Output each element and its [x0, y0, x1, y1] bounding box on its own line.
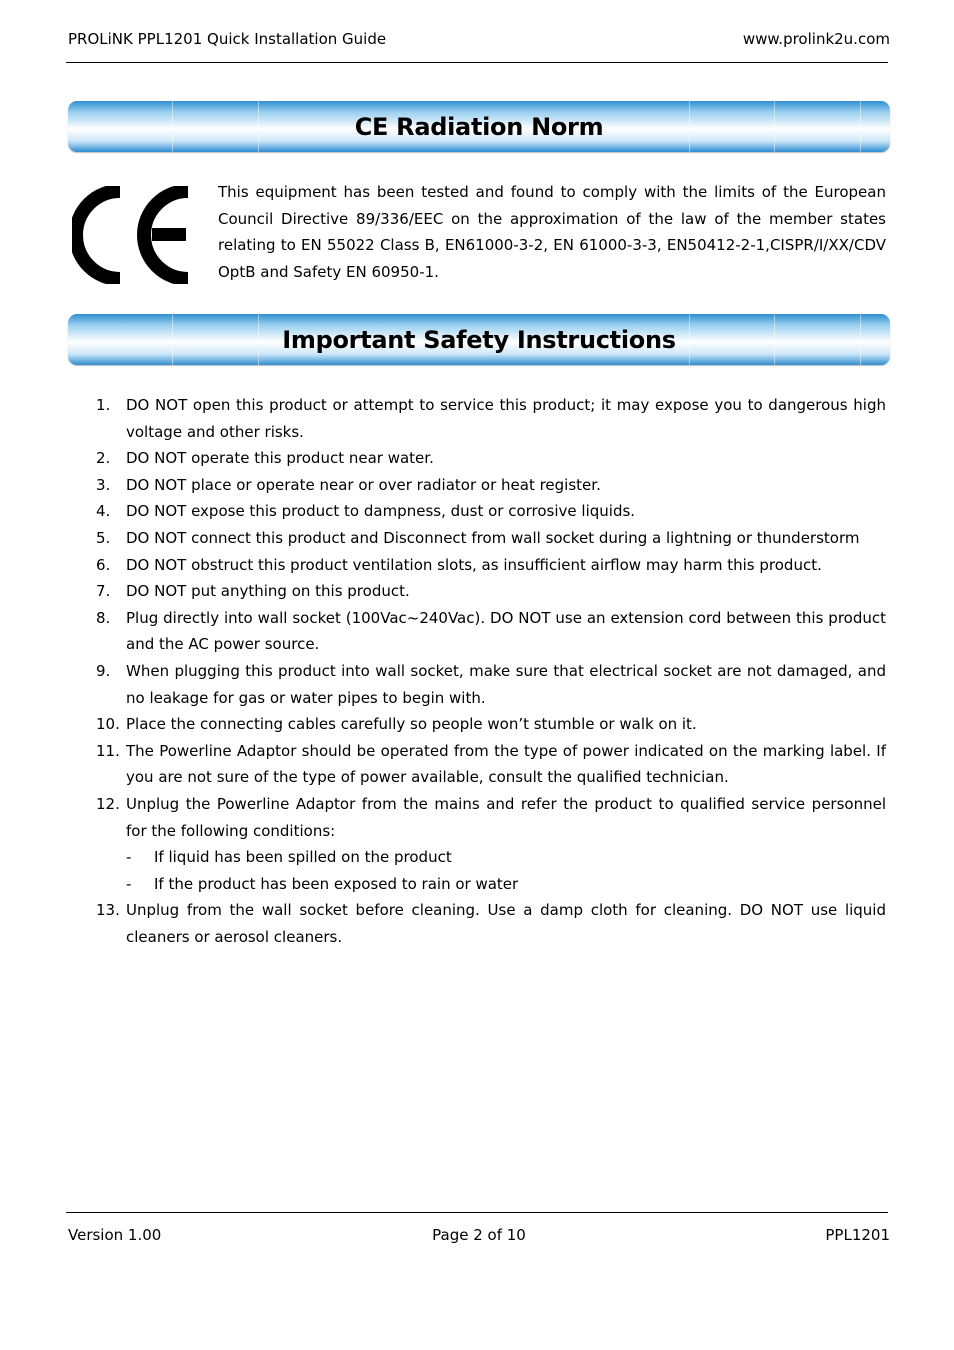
list-item: 1. DO NOT open this product or attempt to service this product; it may expose you to dangerous high voltage and other risks.	[96, 396, 886, 441]
list-item: 3. DO NOT place or operate near or over radiator or heat register.	[96, 475, 601, 494]
footer-divider	[66, 1212, 888, 1213]
list-item: 2. DO NOT operate this product near water.	[96, 449, 434, 468]
ce-section-banner	[68, 101, 890, 152]
ce-mark-icon	[72, 186, 194, 284]
ce-compliance-text: This equipment has been tested and found to comply with the limits of the European Council Directive 89/336/EEC on the approximation of the law of the member states relating to EN 55022 Class B, EN61000-3-2, EN 61000-3-3, EN50412-2-1,CISPR/I/XX/CDV OptB and Safety EN 60950-1.	[218, 183, 886, 281]
list-item: 7. DO NOT put anything on this product.	[96, 582, 410, 601]
header-url: www.prolink2u.com	[742, 30, 890, 48]
list-item: 13. Unplug from the wall socket before cleaning. Use a damp cloth for cleaning. DO NOT use liquid cleaners or aerosol cleaners.	[96, 901, 886, 946]
list-item: 6. DO NOT obstruct this product ventilation slots, as insufficient airflow may harm this product.	[96, 555, 822, 574]
safety-section-banner	[68, 314, 890, 365]
list-item: 8. Plug directly into wall socket (100Vac~240Vac). DO NOT use an extension cord between this product and the AC power source.	[96, 608, 886, 654]
page-header	[68, 30, 890, 50]
list-item: 9. When plugging this product into wall socket, make sure that electrical socket are not damaged, and no leakage for gas or water pipes to begin with.	[96, 661, 886, 707]
header-divider	[66, 62, 888, 63]
list-subitem: - If liquid has been spilled on the product	[126, 848, 452, 867]
list-item: 4. DO NOT expose this product to dampness, dust or corrosive liquids.	[96, 502, 636, 521]
list-item: 10. Place the connecting cables carefully so people won’t stumble or walk on it.	[96, 715, 697, 734]
ce-section-title: CE Radiation Norm	[354, 113, 604, 141]
list-item: 12. Unplug the Powerline Adaptor from the mains and refer the product to qualified service personnel for the following conditions:	[96, 794, 886, 840]
header-title: PROLiNK PPL1201 Quick Installation Guide	[68, 30, 387, 48]
footer-model: PPL1201	[825, 1226, 890, 1244]
safety-section-title: Important Safety Instructions	[282, 326, 676, 354]
list-item: 5. DO NOT connect this product and Disconnect from wall socket during a lightning or thunderstorm	[96, 528, 860, 547]
footer-page-number: Page 2 of 10	[432, 1226, 526, 1244]
safety-instructions-list	[96, 392, 886, 950]
list-item: 11. The Powerline Adaptor should be operated from the type of power indicated on the marking label. If you are not sure of the type of power available, consult the qualified technician.	[96, 741, 886, 787]
footer-version: Version 1.00	[68, 1226, 162, 1244]
list-subitem: - If the product has been exposed to rain or water	[126, 874, 519, 893]
page-footer	[68, 1226, 890, 1246]
